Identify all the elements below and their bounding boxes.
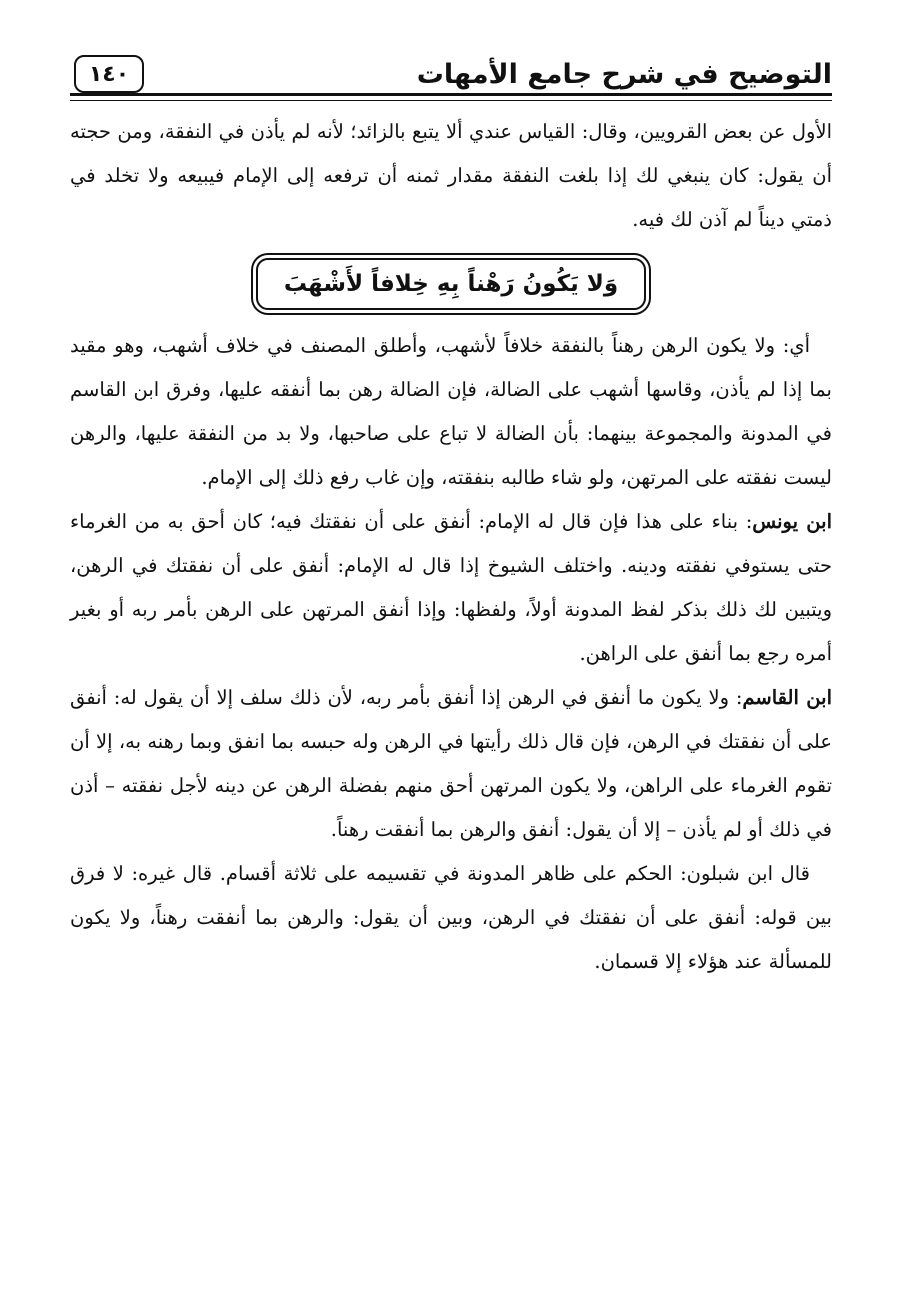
commentary-paragraph-2 — [70, 500, 832, 676]
section-heading: وَلا يَكُونُ رَهْناً بِهِ خِلافاً لأَشْهَبَ — [256, 258, 646, 310]
spacer — [70, 102, 832, 110]
commentary-paragraph-3 — [70, 676, 832, 852]
commentary-paragraph-3-text: : ولا يكون ما أنفق في الرهن إذا أنفق بأمر ربه، لأن ذلك سلف إلا أن يقول له: أنفق على أن نفقتك في الرهن، فإن قال ذلك رأيتها في الرهن وله حبسه بما انفق وبما رهنه به، إلا أن تقوم الغرماء على الراهن، ولا يكون المرتهن أحق منهم بفضلة الرهن عن دينه لأجل نفقته – أذن في ذلك أو لم يأذن – إلا أن يقول: أنفق والرهن بما أنفقت رهناً. — [70, 686, 832, 841]
book-title: التوضيح في شرح جامع الأمهات — [416, 58, 832, 90]
page-header — [70, 46, 832, 102]
header-rule-thin — [70, 100, 832, 101]
document-page — [70, 46, 832, 1246]
scholar-name-ibn-al-qasim: ابن القاسم — [742, 686, 832, 709]
header-rule — [70, 93, 832, 96]
paragraph-continued: الأول عن بعض القرويين، وقال: القياس عندي ألا يتبع بالزائد؛ لأنه لم يأذن في النفقة، ومن حجته أن يقول: كان ينبغي لك إذا بلغت النفقة مقدار ثمنه أن ترفعه إلى الإمام فيبيعه ولا تخلد في ذمتي ديناً لم آذن لك فيه. — [70, 120, 832, 231]
commentary-paragraph-2-text: : بناء على هذا فإن قال له الإمام: أنفق على أن نفقتك فيه؛ كان أحق به من الغرماء حتى يستوفي نفقته ودينه. واختلف الشيوخ إذا قال له الإمام: أنفق على أن نفقتك في الرهن، ويتبين لك ذلك بذكر لفظ المدونة أولاً، ولفظها: وإذا أنفق المرتهن على الرهن بأمر ربه أو بغير أمره رجع بما أنفق على الراهن. — [70, 510, 832, 665]
scholar-name-ibn-yunus: ابن يونس — [752, 510, 832, 533]
commentary-paragraph-4: قال ابن شبلون: الحكم على ظاهر المدونة في تقسيمه على ثلاثة أقسام. قال غيره: لا فرق بين قوله: أنفق على أن نفقتك في الرهن، وبين أن يقول: والرهن بما أنفقت رهناً، ولا يكون للمسألة عند هؤلاء إلا قسمان. — [70, 862, 832, 973]
page-number: ١٤٠ — [74, 55, 144, 93]
commentary-paragraph-1: أي: ولا يكون الرهن رهناً بالنفقة خلافاً لأشهب، وأطلق المصنف في خلاف أشهب، وهو مقيد بما إذا لم يأذن، وقاسها أشهب على الضالة، فإن الضالة رهن بما أنفقه عليها، وفرق ابن القاسم في المدونة والمجموعة بينهما: بأن الضالة لا تباع على صاحبها، ولا بد من النفقة عليها، والرهن ليست نفقته على المرتهن، ولو شاء طالبه بنفقته، وإن غاب رفع ذلك إلى الإمام. — [70, 334, 832, 489]
section-heading-wrap — [70, 252, 832, 316]
